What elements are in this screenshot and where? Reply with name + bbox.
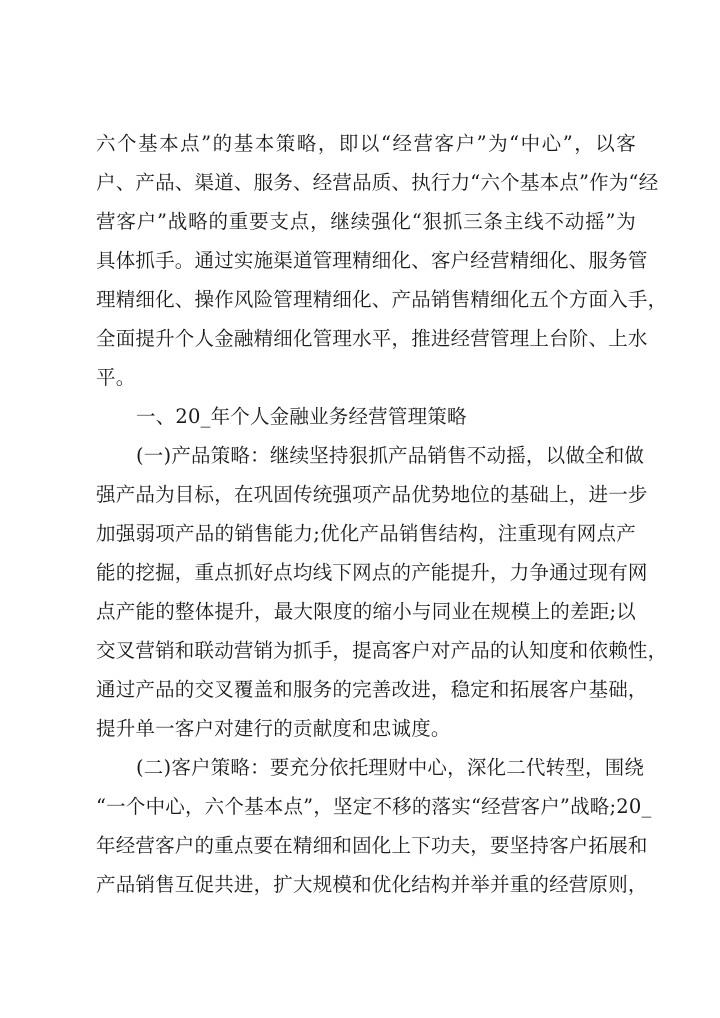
text-line: 具体抓手。通过实施渠道管理精细化、客户经营精细化、服务管 [96, 249, 648, 272]
paragraph-first-line: (二)客户策略：要充分依托理财中心，深化二代转型，围绕 [136, 756, 645, 779]
text-line: 交叉营销和联动营销为抓手，提高客户对产品的认知度和依赖性， [96, 639, 668, 662]
text-line: 理精细化、操作风险管理精细化、产品销售精细化五个方面入手， [96, 288, 668, 311]
text-line: 六个基本点”的基本策略，即以“经营客户”为“中心”，以客 [96, 132, 636, 155]
text-line: 产品销售互促共进，扩大规模和优化结构并举并重的经营原则， [96, 873, 648, 896]
text-line: 年经营客户的重点要在精细和固化上下功夫，要坚持客户拓展和 [96, 834, 648, 857]
text-line: 能的挖掘，重点抓好点均线下网点的产能提升，力争通过现有网 [96, 561, 648, 584]
text-line: “一个中心，六个基本点”，坚定不移的落实“经营客户”战略;20_ [96, 795, 652, 818]
paragraph-first-line: (一)产品策略：继续坚持狠抓产品销售不动摇，以做全和做 [136, 444, 645, 467]
text-line: 强产品为目标，在巩固传统强项产品优势地位的基础上，进一步 [96, 483, 648, 506]
text-line: 平。 [96, 366, 136, 389]
text-line: 营客户”战略的重要支点，继续强化“狠抓三条主线不动摇”为 [96, 210, 636, 233]
text-line: 提升单一客户对建行的贡献度和忠诚度。 [96, 717, 451, 740]
text-line: 户、产品、渠道、服务、经营品质、执行力“六个基本点”作为“经 [96, 171, 659, 194]
section-heading: 一、20_年个人金融业务经营管理策略 [136, 405, 467, 428]
text-line: 全面提升个人金融精细化管理水平，推进经营管理上台阶、上水 [96, 327, 648, 350]
text-line: 通过产品的交叉覆盖和服务的完善改进，稳定和拓展客户基础， [96, 678, 648, 701]
text-line: 点产能的整体提升，最大限度的缩小与同业在规模上的差距;以 [96, 600, 636, 623]
text-line: 加强弱项产品的销售能力;优化产品销售结构，注重现有网点产 [96, 522, 636, 545]
